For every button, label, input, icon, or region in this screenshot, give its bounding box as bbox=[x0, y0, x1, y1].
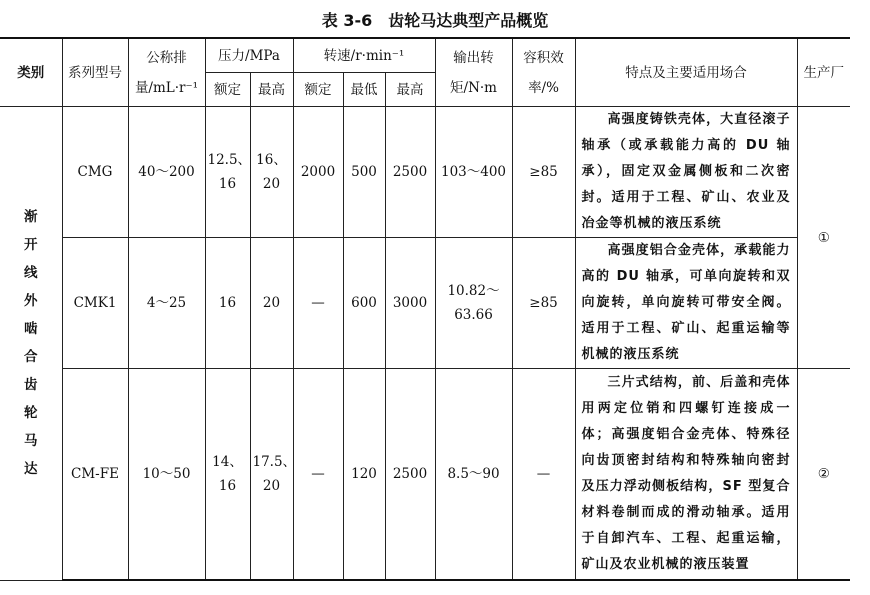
speed-min-cell: 120 bbox=[343, 369, 385, 581]
header-speed-rated: 额定 bbox=[293, 73, 343, 107]
displacement-cell: 10～50 bbox=[128, 369, 205, 581]
gear-motor-table bbox=[0, 37, 850, 581]
displacement-cell: 40～200 bbox=[128, 107, 205, 238]
header-manufacturer: 生产厂 bbox=[797, 38, 850, 107]
displacement-cell: 4～25 bbox=[128, 238, 205, 369]
manufacturer-cell: ② bbox=[797, 369, 850, 581]
pressure-max-cell: 17.5、20 bbox=[250, 369, 293, 581]
torque-cell: 10.82～63.66 bbox=[435, 238, 512, 369]
speed-min-cell: 500 bbox=[343, 107, 385, 238]
table-row bbox=[0, 369, 850, 581]
efficiency-cell: ≥85 bbox=[512, 107, 575, 238]
speed-rated-cell: — bbox=[293, 369, 343, 581]
table-row bbox=[0, 107, 850, 238]
header-torque: 输出转矩/N·m bbox=[435, 38, 512, 107]
pressure-rated-cell: 12.5、16 bbox=[205, 107, 250, 238]
table-row bbox=[0, 238, 850, 369]
features-cell: 三片式结构，前、后盖和壳体用两定位销和四螺钉连接成一体；高强度铝合金壳体、特殊径向齿顶密封结构和特殊轴向密封及压力浮动侧板结构，SF 型复合材料卷制而成的滑动轴承。适用于自卸汽车、工程、起重运输，矿山及农业机械的液压装置 bbox=[575, 369, 797, 581]
torque-cell: 103～400 bbox=[435, 107, 512, 238]
header-displacement: 公称排量/mL·r⁻¹ bbox=[128, 38, 205, 107]
pressure-max-cell: 16、20 bbox=[250, 107, 293, 238]
header-pressure: 压力/MPa bbox=[205, 38, 293, 73]
manufacturer-cell: ① bbox=[797, 107, 850, 369]
header-speed-min: 最低 bbox=[343, 73, 385, 107]
features-cell: 高强度铝合金壳体，承载能力高的 DU 轴承，可单向旋转和双向旋转，单向旋转可带安全阀。适用于工程、矿山、起重运输等机械的液压系统 bbox=[575, 238, 797, 369]
pressure-rated-cell: 16 bbox=[205, 238, 250, 369]
speed-max-cell: 3000 bbox=[385, 238, 435, 369]
speed-min-cell: 600 bbox=[343, 238, 385, 369]
header-category: 类别 bbox=[0, 38, 62, 107]
speed-rated-cell: 2000 bbox=[293, 107, 343, 238]
category-label: 渐开线外啮合齿轮马达 bbox=[24, 209, 38, 478]
header-speed: 转速/r·min⁻¹ bbox=[293, 38, 435, 73]
speed-max-cell: 2500 bbox=[385, 107, 435, 238]
torque-cell: 8.5～90 bbox=[435, 369, 512, 581]
pressure-max-cell: 20 bbox=[250, 238, 293, 369]
header-features: 特点及主要适用场合 bbox=[575, 38, 797, 107]
speed-max-cell: 2500 bbox=[385, 369, 435, 581]
model-cell: CM-FE bbox=[62, 369, 128, 581]
category-cell bbox=[0, 107, 62, 581]
model-cell: CMG bbox=[62, 107, 128, 238]
header-efficiency: 容积效率/% bbox=[512, 38, 575, 107]
header-speed-max: 最高 bbox=[385, 73, 435, 107]
efficiency-cell: — bbox=[512, 369, 575, 581]
model-cell: CMK1 bbox=[62, 238, 128, 369]
pressure-rated-cell: 14、16 bbox=[205, 369, 250, 581]
header-pressure-rated: 额定 bbox=[205, 73, 250, 107]
features-cell: 高强度铸铁壳体，大直径滚子轴承（或承载能力高的 DU 轴承），固定双金属侧板和二次密封。适用于工程、矿山、农业及冶金等机械的液压系统 bbox=[575, 107, 797, 238]
header-series: 系列型号 bbox=[62, 38, 128, 107]
efficiency-cell: ≥85 bbox=[512, 238, 575, 369]
header-pressure-max: 最高 bbox=[250, 73, 293, 107]
table-title: 表 3-6 齿轮马达典型产品概览 bbox=[321, 11, 549, 30]
speed-rated-cell: — bbox=[293, 238, 343, 369]
